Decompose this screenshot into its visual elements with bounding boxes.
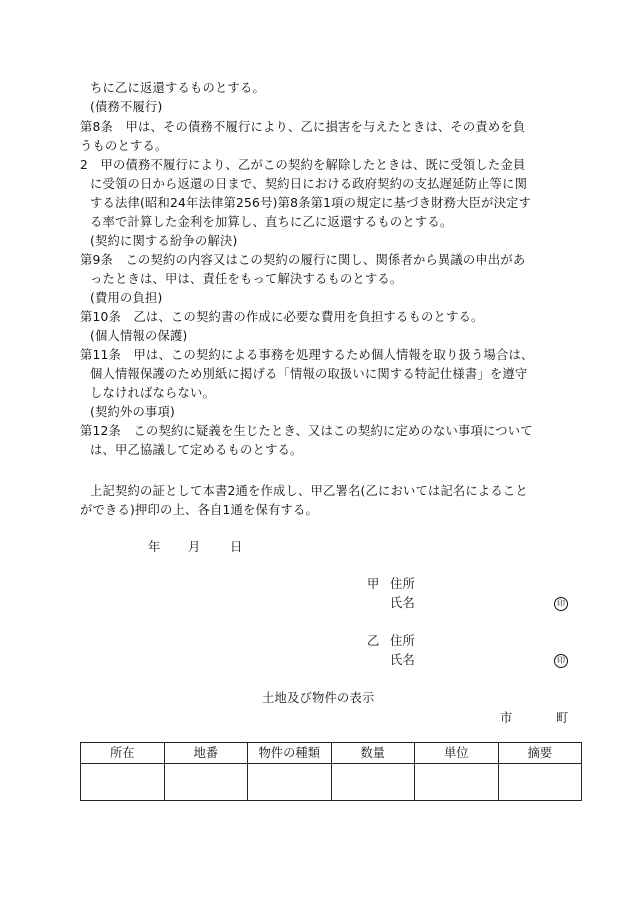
table-cell [498, 764, 582, 801]
party-a-address-label: 住所 [390, 577, 415, 591]
text-line: 第8条 甲は、その債務不履行により、乙に損害を与えたときは、その責めを負 [80, 120, 526, 134]
town-label: 町 [556, 711, 569, 725]
party-a-seal-icon: 印 [554, 597, 568, 611]
table-cell [164, 764, 248, 801]
text-line: ったときは、甲は、責任をもって解決するものとする。 [90, 272, 403, 286]
text-line: る率で計算した金利を加算し、直ちに乙に返還するものとする。 [90, 215, 453, 229]
property-table [80, 742, 582, 801]
article-heading: (契約に関する紛争の解決) [90, 234, 238, 248]
text-line: に受領の日から返還の日まで、契約日における政府契約の支払遅延防止等に関 [90, 177, 528, 191]
text-line: 第12条 この契約に疑義を生じたとき、又はこの契約に定めのない事項について [80, 424, 533, 438]
date-day: 日 [230, 540, 243, 554]
party-b-mark: 乙 [367, 634, 380, 648]
text-line: は、甲乙協議して定めるものとする。 [90, 443, 303, 457]
city-label: 市 [500, 711, 513, 725]
text-line: 第10条 乙は、この契約書の作成に必要な費用を負担するものとする。 [80, 310, 484, 324]
closing-paragraph: ができる)押印の上、各自1通を保有する。 [80, 503, 318, 517]
text-line: 第9条 この契約の内容又はこの契約の履行に関し、関係者から異議の申出があ [80, 253, 526, 267]
column-header: 所在 [81, 743, 165, 764]
party-b-name-label: 氏名 [390, 653, 415, 667]
table-row [81, 764, 582, 801]
article-heading: (費用の負担) [90, 291, 163, 305]
table-cell [248, 764, 332, 801]
text-line: 第11条 甲は、この契約による事務を処理するため個人情報を取り扱う場合は、 [80, 348, 534, 362]
date-month: 月 [188, 540, 201, 554]
text-line: する法律(昭和24年法律第256号)第8条第1項の規定に基づき財務大臣が決定す [90, 196, 532, 210]
article-heading: (債務不履行) [90, 100, 163, 114]
table-cell [331, 764, 415, 801]
article-heading: (契約外の事項) [90, 405, 175, 419]
table-cell [81, 764, 165, 801]
party-a-mark: 甲 [367, 577, 380, 591]
party-b-address-label: 住所 [390, 634, 415, 648]
table-header-row [81, 743, 582, 764]
table-cell [415, 764, 499, 801]
date-year: 年 [148, 540, 161, 554]
column-header: 物件の種類 [248, 743, 332, 764]
article-heading: (個人情報の保護) [90, 329, 188, 343]
column-header: 数量 [331, 743, 415, 764]
party-b-seal-icon: 印 [554, 654, 568, 668]
column-header: 単位 [415, 743, 499, 764]
property-title: 土地及び物件の表示 [262, 691, 375, 705]
column-header: 摘要 [498, 743, 582, 764]
text-line: 個人情報保護のため別紙に掲げる「情報の取扱いに関する特記仕様書」を遵守 [90, 367, 528, 381]
text-line: 2 甲の債務不履行により、乙がこの契約を解除したときは、既に受領した金員 [80, 158, 526, 172]
party-a-name-label: 氏名 [390, 596, 415, 610]
text-line: しなければならない。 [90, 386, 215, 400]
text-line: うものとする。 [80, 139, 168, 153]
closing-paragraph: 上記契約の証として本書2通を作成し、甲乙署名(乙においては記名によること [90, 484, 528, 498]
text-line: ちに乙に返還するものとする。 [90, 81, 265, 95]
column-header: 地番 [164, 743, 248, 764]
